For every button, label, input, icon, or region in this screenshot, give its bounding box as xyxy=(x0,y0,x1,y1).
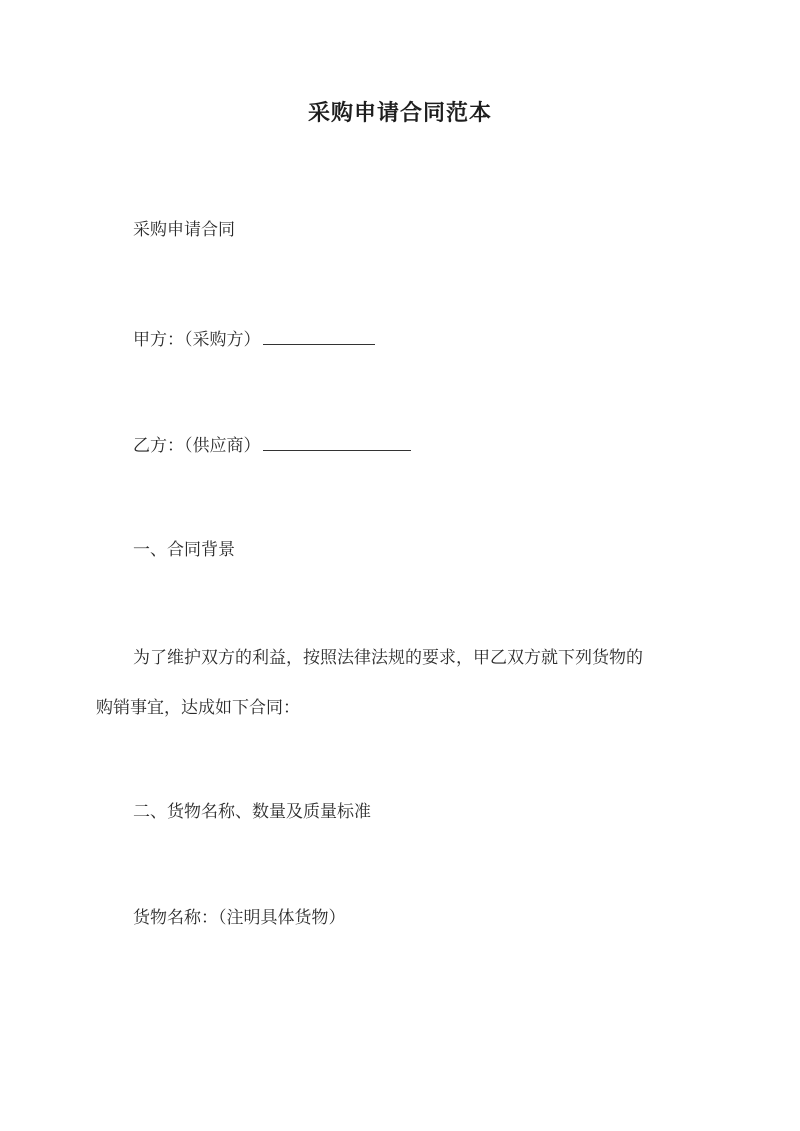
contract-subtitle: 采购申请合同 xyxy=(133,220,235,240)
party-a-blank xyxy=(263,326,375,345)
goods-name-line: 货物名称：（注明具体货物） xyxy=(133,908,346,928)
party-a-label: 甲方：（采购方） xyxy=(133,330,261,350)
party-b-line xyxy=(133,432,411,458)
party-b-label: 乙方：（供应商） xyxy=(133,436,261,456)
party-b-blank xyxy=(263,432,411,451)
background-paragraph-line2: 购销事宜，达成如下合同： xyxy=(96,698,300,718)
section-background-heading: 一、合同背景 xyxy=(133,540,235,560)
party-a-line xyxy=(133,326,375,352)
document-title: 采购申请合同范本 xyxy=(307,100,492,126)
background-paragraph-line1: 为了维护双方的利益，按照法律法规的要求，甲乙双方就下列货物的 xyxy=(133,648,643,668)
section-goods-heading: 二、货物名称、数量及质量标准 xyxy=(133,802,371,822)
